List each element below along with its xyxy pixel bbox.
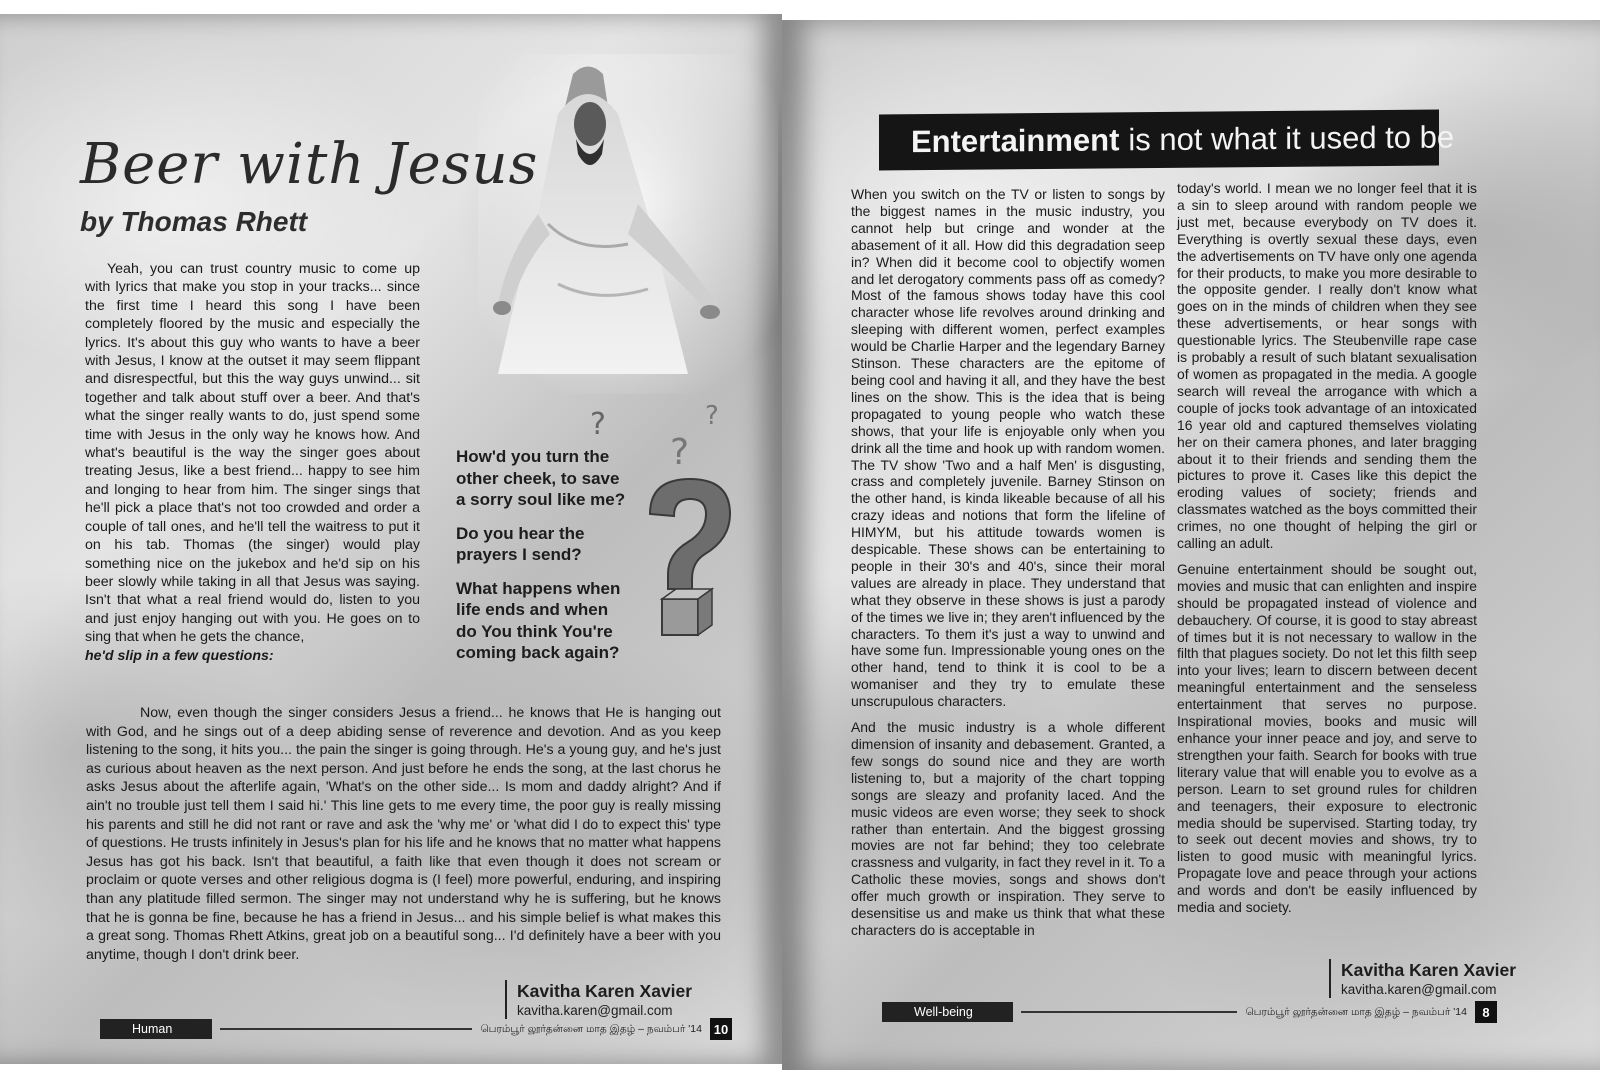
intro-paragraph: [85, 260, 420, 665]
footer-section-tag: Well-being: [882, 1002, 1013, 1022]
svg-text:?: ?: [705, 401, 719, 431]
column-1-paragraph: When you switch on the TV or listen to songs by the biggest names in the music industry, you cannot help but cringe and wonder at the abasement of it all. How did this degradation seep in? When did it become cool to objectify women and let derogatory comments pass off as comedy? Most of the famous shows today have this cool character whose life revolves around drinking and sleeping with different women, perfect examples would be Charlie Harper and the legendary Barney Stinson. These characters are the epitome of being cool and having it all, and they have the best lines on the show. This is the idea that is being propagated to young people who watch these shows, that your life is enjoyable only when you drink all the time and hook up with random women. The TV show 'Two and a half Men' is disgusting, crass and completely juvenile. Barney Stinson on the other hand, is kinda likeable because of all his crazy ideas and notions that form the lifeline of HIMYM, but his attitude towards women is despicable. These shows can be entertaining to people in their 30's and 40's, since their moral values are already in place. They understand that what they observe in these shows is just a parody of the times we live in; they aren't influenced by the characters. To them it's just a way to unwind and have some fun. Impressionable young ones on the other hand, tend to think it is cool to be a womaniser and they try to emulate these unscrupulous characters.: [851, 186, 1165, 710]
questions-callout: [456, 446, 626, 676]
column-2: [1177, 180, 1477, 925]
left-page: [0, 14, 782, 1064]
intro-text: Yeah, you can trust country music to come up with lyrics that make you stop in your tracks... since the first time I heard this song I have been completely floored by the music and especially the lyrics. It's about this guy who wants to have a beer with Jesus, I know at the outset it may seem flippant and disrespectful, but this the way guys unwind... sit together and talk about stuff over a beer. And that's what the singer really wants to do, just spend some time with Jesus in the only way he knows how. And what's beautiful is the way the singer goes about treating Jesus, like a best friend... happy to see him and longing to hear from him. The singer sings that he'll pick a place that's not too crowded and order a couple of tall ones, and he'll tell the waitress to put it on his tab. Thomas (the singer) would play something nice on the jukebox and he'd sip on his beer slowly while taking in all that Jesus was saying. Isn't that what a real friend would do, listen to you and just enjoy hanging out with you. He goes on to sing that when he gets the chance,: [85, 261, 420, 646]
question-2: Do you hear the prayers I send?: [456, 523, 585, 564]
question-3: What happens when life ends and when do You think You're coming back again?: [456, 578, 621, 662]
title-bold: Entertainment: [911, 122, 1120, 160]
footer-section-tag: Human: [100, 1019, 212, 1039]
article-title: Beer with Jesus: [80, 132, 539, 197]
author-signature: [505, 980, 692, 1019]
jesus-figure-illustration: [478, 54, 778, 394]
column-1: [851, 186, 1165, 948]
author-email: kavitha.karen@gmail.com: [517, 1003, 673, 1018]
page-number: 8: [1475, 1001, 1497, 1023]
body-paragraph: [86, 704, 721, 964]
column-1-paragraph: And the music industry is a whole different dimension of insanity and debasement. Granted, a few songs do sound nice and they are worth listening to, but a majority of the chart topping songs are sleazy and profanity laced. And the music videos are even worse; they seek to shock rather than entertain. And the biggest grossing movies are not far behind; they too celebrate crassness and vulgarity, in fact they revel in it. To a Catholic these movies, songs and shows don't offer much growth or inspiration. They serve to desensitise us and make us think that what these characters do is acceptable in: [851, 719, 1165, 938]
author-name: Kavitha Karen Xavier: [517, 981, 693, 1001]
page-footer: [100, 1018, 732, 1040]
page-footer: [882, 1001, 1497, 1023]
body-text: Now, even though the singer considers Jesus a friend... he knows that He is hanging out with God, and he sings out of a deep abiding sense of reverence and devotion. And as you keep listening to the song, it hits you... the pain the singer is going through. He's a young guy, and he's just as curious about heaven as the next person. And just before he ends the song, at the last chorus he asks Jesus about the afterlife again, 'What's on the other side... Is mom and daddy alright? And if ain't no trouble just tell them I said hi.' This line gets to me every time, the poor guy is really missing his parents and still he did not rant or rave and ask the 'why me' or 'what did I do to expect this' type of questions. He trusts infinitely in Jesus's plan for his life and he knows that no matter what happens Jesus has got his back. Isn't that beautiful, a faith like that even though it does not scream or proclaim or quote verses and other religious dogma is (I feel) more powerful, enduring, and inspiring than any platitude filled sermon. The singer may not understand why he is suffering, but he knows that he is gonna be fine, because he has a friend in Jesus... and his simple belief is what makes this a great song. Thomas Rhett Atkins, great job on a beautiful song... I'd definitely have a beer with you anytime, though I don't drink beer.: [86, 705, 721, 963]
footer-magazine: பெரம்பூர் லூர்தன்னை மாத இதழ் – நவம்பர் '14: [1245, 1005, 1467, 1018]
svg-text:?: ?: [590, 407, 606, 442]
svg-text:?: ?: [670, 432, 690, 473]
intro-lead: he'd slip in a few questions:: [85, 647, 274, 664]
question-mark-icon: [590, 394, 750, 664]
article-byline: by Thomas Rhett: [80, 206, 308, 237]
column-2-paragraph: Genuine entertainment should be sought out, movies and music that can enlighten and inspire should be propagated instead of violence and debauchery. Of course, it is good to stay abreast of times but it is not necessary to wallow in the filth that plagues society. Do not let this filth seep into your lives; learn to discern between decent meaningful entertainment and the senseless entertainment that serves no purpose. Inspirational movies, books and music will enhance your inner peace and joy, and serve to strengthen your faith. Search for books with true literary value that will enable you to evolve as a person. Learn to set ground rules for children and teenagers, their exposure to electronic media should be supervised. Starting today, try to seek out decent movies and shows, try to listen to good music with meaningful lyrics. Propagate love and peace through your actions and words and don't be easily influenced by media and society.: [1177, 560, 1477, 916]
title-rest: is not what it used to be: [1128, 119, 1455, 158]
column-2-paragraph: today's world. I mean we no longer feel that it is a sin to sleep around with random people we just met, because everybody on TV does it. Everything is overtly sexual these days, even the advertisements on TV have only one agenda for their products, to make you more desirable to the opposite gender. I really don't know what goes on in the minds of children when they see these advertisements, or hear songs with questionable lyrics. The Steubenville rape case is probably a result of such blatant sexualisation of women as propagated in the media. A google search will reveal the arrogance with which a couple of jocks took advantage of an intoxicated 16 year old and captured themselves violating her on their camera phones, and later bragging about it to their friends and sending them the pictures to prove it. Cases like this depict the eroding values of society; friends and classmates watched as the boys committed their crimes, no one thought of helping the girl or calling an adult.: [1177, 180, 1477, 552]
question-1: How'd you turn the other cheek, to save a sorry soul like me?: [456, 447, 626, 509]
author-signature: [1329, 959, 1516, 998]
article-title-banner: [879, 110, 1455, 171]
author-email: kavitha.karen@gmail.com: [1341, 982, 1497, 997]
right-page: [782, 20, 1600, 1070]
footer-magazine: பெரம்பூர் லூர்தன்னை மாத இதழ் – நவம்பர் '14: [480, 1022, 702, 1035]
page-number: 10: [710, 1018, 732, 1040]
author-name: Kavitha Karen Xavier: [1341, 960, 1517, 980]
